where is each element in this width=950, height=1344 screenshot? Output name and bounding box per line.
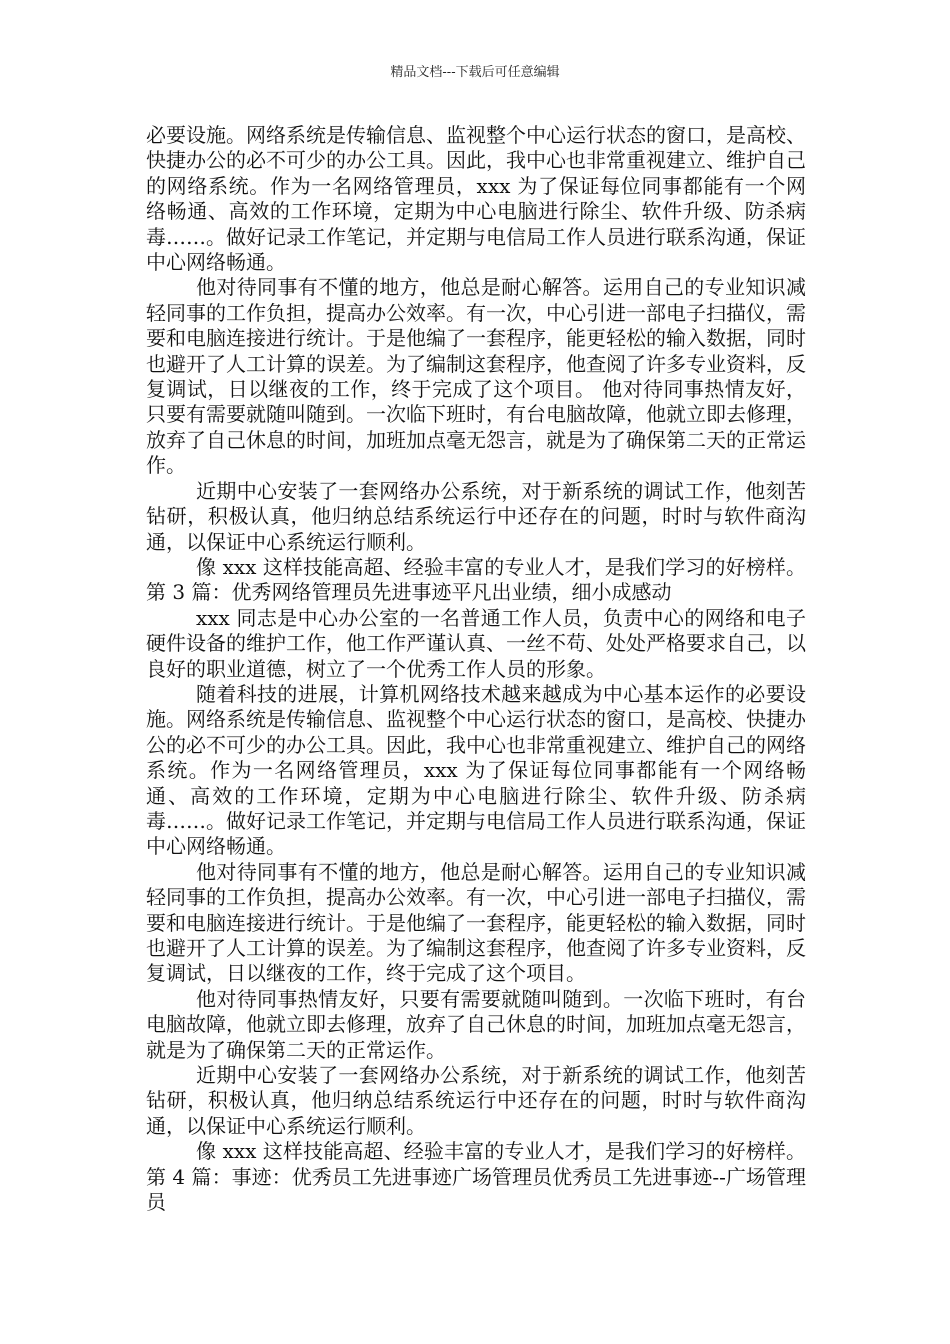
paragraph: 他对待同事有不懂的地方，他总是耐心解答。运用自己的专业知识减轻同事的工作负担，提高办公效率。有一次，中心引进一部电子扫描仪，需要和电脑连接进行统计。于是他编了一套程序，能更轻松的输入数据，同时也避开了人工计算的误差。为了编制这套程序，他查阅了许多专业资料，反复调试，日以继夜的工作，终于完成了这个项目。 他对待同事热情友好，只要有需要就随叫随到。一次临下班时，有台电脑故障，他就立即去修理，放弃了自己休息的时间，加班加点毫无怨言，就是为了确保第二天的正常运作。 (146, 275, 806, 478)
document-body (146, 123, 806, 1215)
paragraph: 他对待同事有不懂的地方，他总是耐心解答。运用自己的专业知识减轻同事的工作负担，提高办公效率。有一次，中心引进一部电子扫描仪，需要和电脑连接进行统计。于是他编了一套程序，能更轻松的输入数据，同时也避开了人工计算的误差。为了编制这套程序，他查阅了许多专业资料，反复调试，日以继夜的工作，终于完成了这个项目。 (146, 859, 806, 986)
paragraph: 近期中心安装了一套网络办公系统，对于新系统的调试工作，他刻苦钻研，积极认真，他归纳总结系统运行中还存在的问题，时时与软件商沟通，以保证中心系统运行顺利。 (146, 1063, 806, 1138)
paragraph: 随着科技的进展，计算机网络技术越来越成为中心基本运作的必要设施。网络系统是传输信息、监视整个中心运行状态的窗口，是高校、快捷办公的必不可少的办公工具。因此，我中心也非常重视建立、维护自己的网络系统。作为一名网络管理员，xxx 为了保证每位同事都能有一个网络畅通、高效的工作环境，定期为中心电脑进行除尘、软件升级、防杀病毒……。做好记录工作笔记，并定期与电信局工作人员进行联系沟通，保证中心网络畅通。 (146, 681, 806, 859)
paragraph: 像 xxx 这样技能高超、经验丰富的专业人才，是我们学习的好榜样。第 4 篇：事迹：优秀员工先进事迹广场管理员优秀员工先进事迹--广场管理员 (146, 1139, 806, 1215)
paragraph: 像 xxx 这样技能高超、经验丰富的专业人才，是我们学习的好榜样。第 3 篇：优秀网络管理员先进事迹平凡出业绩，细小成感动 (146, 554, 806, 605)
paragraph: 近期中心安装了一套网络办公系统，对于新系统的调试工作，他刻苦钻研，积极认真，他归纳总结系统运行中还存在的问题，时时与软件商沟通，以保证中心系统运行顺利。 (146, 478, 806, 554)
paragraph: 他对待同事热情友好，只要有需要就随叫随到。一次临下班时，有台电脑故障，他就立即去修理，放弃了自己休息的时间，加班加点毫无怨言，就是为了确保第二天的正常运作。 (146, 986, 806, 1062)
paragraph-continuation: 必要设施。网络系统是传输信息、监视整个中心运行状态的窗口，是高校、快捷办公的必不可少的办公工具。因此，我中心也非常重视建立、维护自己的网络系统。作为一名网络管理员，xxx 为了保证每位同事都能有一个网络畅通、高效的工作环境，定期为中心电脑进行除尘、软件升级、防杀病毒……。做好记录工作笔记，并定期与电信局工作人员进行联系沟通，保证中心网络畅通。 (146, 123, 806, 275)
page-header: 精品文档---下载后可任意编辑 (390, 65, 560, 80)
paragraph: xxx 同志是中心办公室的一名普通工作人员，负责中心的网络和电子硬件设备的维护工作，他工作严谨认真、一丝不苟、处处严格要求自己，以良好的职业道德，树立了一个优秀工作人员的形象。 (146, 605, 806, 681)
